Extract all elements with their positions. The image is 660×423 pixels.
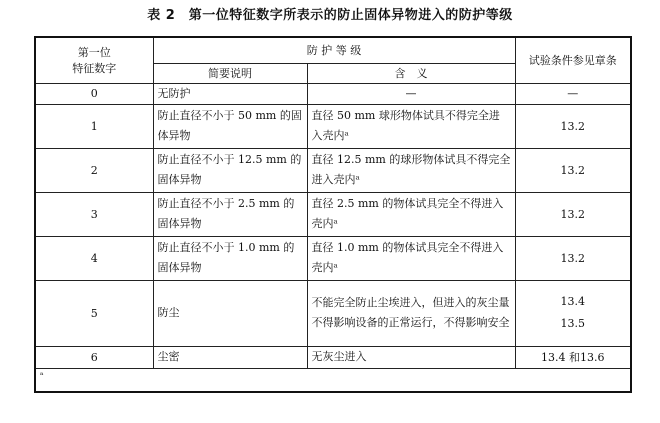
- table-row: [35, 280, 631, 346]
- brief-cell: 无防护: [153, 83, 307, 104]
- header-digit-line-1: 第一位: [77, 46, 111, 60]
- test-ref-2: 13.5: [560, 317, 585, 330]
- table-row: [35, 104, 631, 148]
- header-meaning: 含 义: [307, 63, 515, 83]
- test-cell: 13.2: [515, 104, 631, 148]
- table-title: 表 2 第一位特征数字所表示的防止固体异物进入的防护等级: [147, 8, 513, 23]
- header-test: 试验条件参见章条: [515, 37, 631, 83]
- brief-cell: 尘密: [153, 346, 307, 368]
- digit-cell: 1: [35, 104, 153, 148]
- meaning-cell: 直径 1.0 mm 的物体试具完全不得进入壳内ᵃ: [307, 236, 515, 280]
- test-ref-1: 13.4: [560, 295, 585, 308]
- brief-cell: 防止直径不小于 1.0 mm 的固体异物: [153, 236, 307, 280]
- test-cell: [515, 280, 631, 346]
- footnote: ᵃ: [35, 368, 631, 392]
- digit-cell: 5: [35, 280, 153, 346]
- brief-cell: 防止直径不小于 12.5 mm 的固体异物: [153, 148, 307, 192]
- meaning-cell: 直径 12.5 mm 的球形物体试具不得完全进入壳内ᵃ: [307, 148, 515, 192]
- header-brief: 简要说明: [153, 63, 307, 83]
- header-digit-line-2: 特征数字: [72, 62, 117, 76]
- table-row: [35, 236, 631, 280]
- header-digit: [35, 37, 153, 83]
- test-cell: 13.4 和13.6: [515, 346, 631, 368]
- table-row: [35, 346, 631, 368]
- brief-cell: 防止直径不小于 50 mm 的固体异物: [153, 104, 307, 148]
- test-cell: 13.2: [515, 148, 631, 192]
- test-cell: —: [515, 83, 631, 104]
- header-row-1: [35, 37, 631, 63]
- digit-cell: 3: [35, 192, 153, 236]
- digit-cell: 0: [35, 83, 153, 104]
- brief-cell: 防尘: [153, 280, 307, 346]
- table-row: [35, 83, 631, 104]
- meaning-cell: 直径 2.5 mm 的物体试具完全不得进入壳内ᵃ: [307, 192, 515, 236]
- meaning-cell: 不能完全防止尘埃进入，但进入的灰尘量不得影响设备的正常运行，不得影响安全: [307, 280, 515, 346]
- test-cell: 13.2: [515, 236, 631, 280]
- brief-cell: 防止直径不小于 2.5 mm 的固体异物: [153, 192, 307, 236]
- digit-cell: 6: [35, 346, 153, 368]
- protection-table: [34, 36, 632, 393]
- meaning-cell: 无灰尘进入: [307, 346, 515, 368]
- meaning-cell: 直径 50 mm 球形物体试具不得完全进入壳内ᵃ: [307, 104, 515, 148]
- test-cell: 13.2: [515, 192, 631, 236]
- digit-cell: 2: [35, 148, 153, 192]
- table-row: [35, 148, 631, 192]
- footnote-row: [35, 368, 631, 392]
- table-row: [35, 192, 631, 236]
- digit-cell: 4: [35, 236, 153, 280]
- header-protection: 防 护 等 级: [153, 37, 515, 63]
- meaning-cell: —: [307, 83, 515, 104]
